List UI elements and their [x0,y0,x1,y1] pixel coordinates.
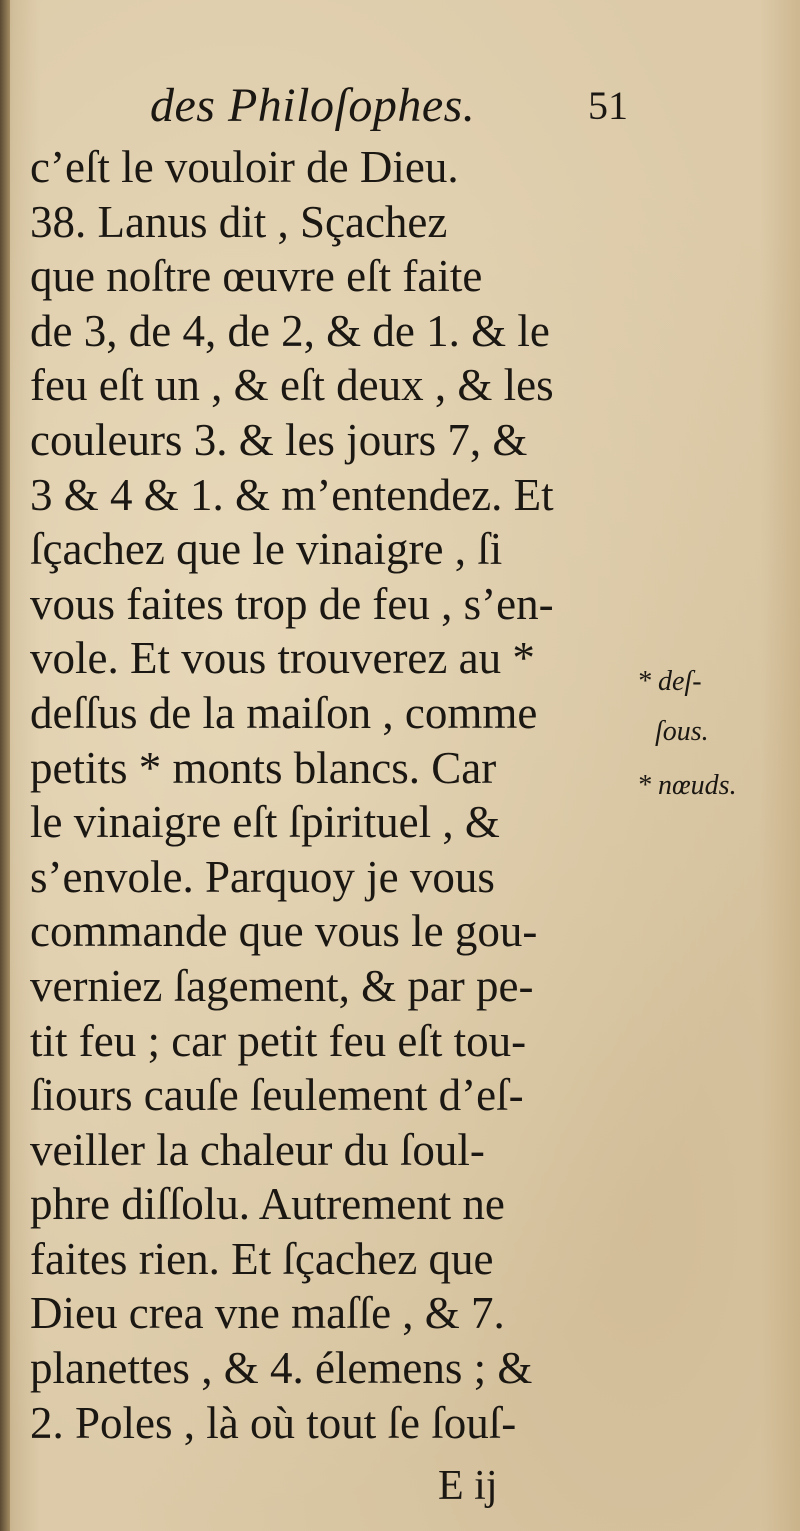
text-line-4: de 3, de 4, de 2, & de 1. & le [30,305,550,356]
text-line-5: feu eſt un , & eſt deux , & les [30,360,554,411]
body-text [30,140,650,1450]
text-line-10: vole. Et vous trouverez au * [30,633,535,684]
text-line-1: c’eſt le vouloir de Dieu. [30,142,459,192]
text-line-3: que noſtre œuvre eſt faite [30,251,483,302]
text-line-6: couleurs 3. & les jours 7, & [30,414,528,465]
text-line-7: 3 & 4 & 1. & m’entendez. Et [30,469,554,520]
text-line-18: ſiours cauſe ſeulement d’eſ- [30,1070,524,1121]
text-line-9: vous faites trop de feu , s’en- [30,578,554,629]
text-line-12: petits * monts blancs. Car [30,742,497,793]
text-line-22: Dieu crea vne maſſe , & 7. [30,1288,505,1339]
text-line-8: ſçachez que le vinaigre , ſi [30,524,503,575]
margin-note-2: ſous. [655,716,709,747]
text-line-11: deſſus de la maiſon , comme [30,687,538,738]
text-line-2: 38. Lanus dit , Sçachez [30,196,448,247]
catchword-signature: E ij [438,1463,498,1509]
text-line-15: commande que vous le gou- [30,906,538,957]
text-line-14: s’envole. Parquoy je vous [30,851,495,902]
text-line-21: faites rien. Et ſçachez que [30,1233,494,1284]
text-line-23: planettes , & 4. élemens ; & [30,1343,533,1394]
page-number: 51 [588,83,628,128]
page-header [150,78,650,138]
text-line-17: tit feu ; car petit feu eſt tou- [30,1015,527,1066]
margin-note-1: * deſ- [637,666,702,697]
page-gutter-shadow [0,0,10,1531]
text-line-13: le vinaigre eſt ſpirituel , & [30,797,500,848]
margin-note-3: * nœuds. [637,770,737,801]
text-line-24: 2. Poles , là où tout ſe ſouſ- [30,1397,517,1448]
text-line-20: phre diſſolu. Autrement ne [30,1179,505,1230]
running-title: des Philoſophes. [150,79,476,132]
text-line-16: verniez ſagement, & par pe- [30,960,534,1011]
text-line-19: veiller la chaleur du ſoul- [30,1124,485,1175]
